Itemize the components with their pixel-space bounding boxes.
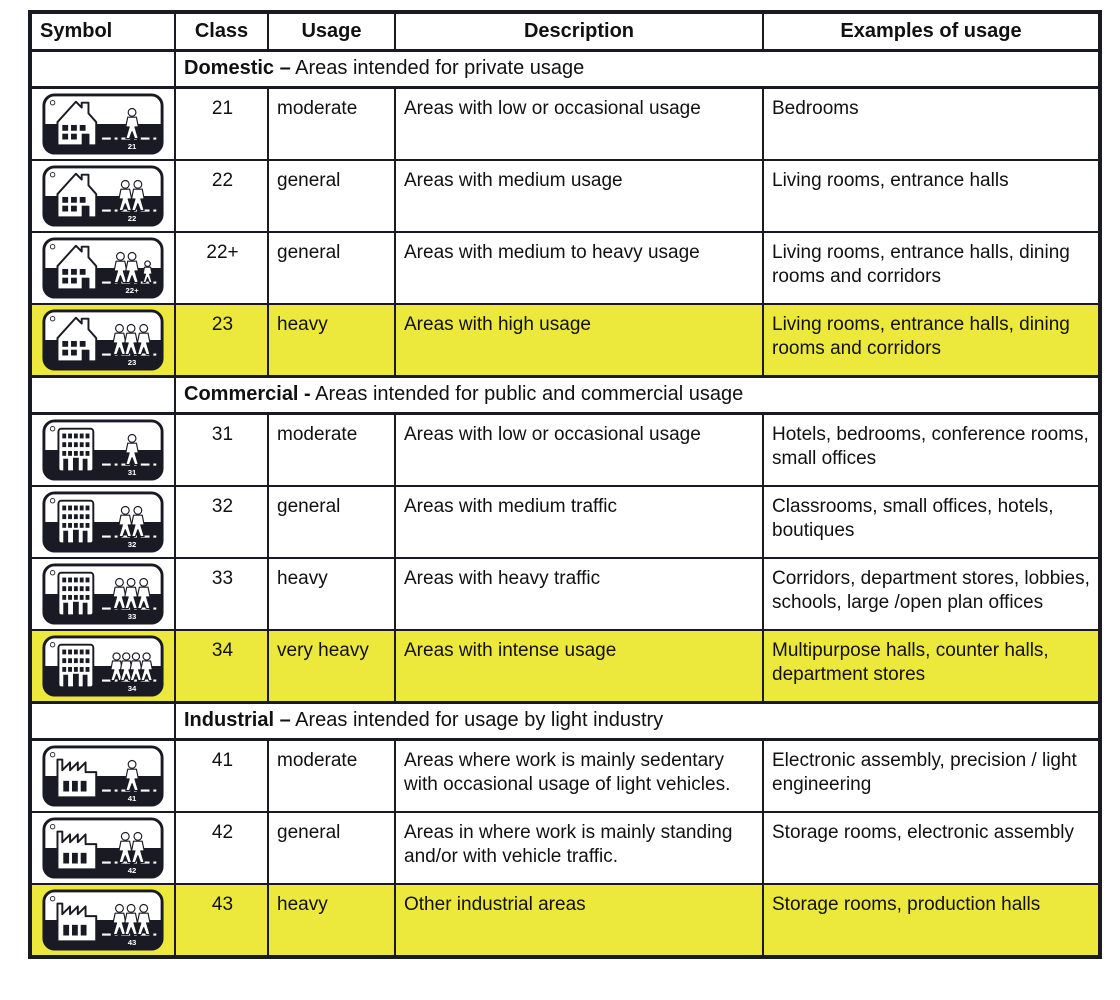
- svg-text:41: 41: [127, 793, 137, 803]
- usage-value: heavy: [268, 884, 395, 957]
- usage-value: very heavy: [268, 630, 395, 703]
- section-row: [30, 376, 1100, 413]
- examples-value: Multipurpose halls, counter halls, department stores: [763, 630, 1100, 703]
- description-value: Areas with heavy traffic: [395, 558, 763, 630]
- header-examples: Examples of usage: [763, 12, 1100, 50]
- description-value: Areas with low or occasional usage: [395, 87, 763, 160]
- symbol-cell: [30, 232, 175, 304]
- examples-value: Corridors, department stores, lobbies, schools, large /open plan offices: [763, 558, 1100, 630]
- office-building-icon: [41, 635, 165, 697]
- section-subtitle: Areas intended for public and commercial usage: [315, 383, 744, 405]
- class-34-row: [30, 630, 1100, 703]
- symbol-cell: [30, 739, 175, 812]
- usage-value: general: [268, 812, 395, 884]
- symbol-cell: [30, 630, 175, 703]
- class-43-row: [30, 884, 1100, 957]
- usage-value: general: [268, 486, 395, 558]
- examples-value: Living rooms, entrance halls, dining rooms and corridors: [763, 232, 1100, 304]
- svg-text:42: 42: [127, 865, 137, 875]
- section-subtitle: Areas intended for usage by light industry: [295, 709, 664, 731]
- svg-text:43: 43: [127, 937, 137, 947]
- class-value: 21: [175, 87, 268, 160]
- section-symbol-cell: [30, 376, 175, 413]
- usage-value: moderate: [268, 87, 395, 160]
- svg-text:32: 32: [127, 539, 137, 549]
- symbol-cell: [30, 304, 175, 377]
- class-33-row: [30, 558, 1100, 630]
- class-21-row: [30, 87, 1100, 160]
- description-value: Areas with low or occasional usage: [395, 413, 763, 486]
- factory-icon: [41, 817, 165, 879]
- factory-icon: [41, 745, 165, 807]
- class-value: 32: [175, 486, 268, 558]
- house-icon: [41, 93, 165, 155]
- class-value: 42: [175, 812, 268, 884]
- section-symbol-cell: [30, 50, 175, 87]
- usage-class-table: [28, 10, 1102, 959]
- class-value: 31: [175, 413, 268, 486]
- usage-value: heavy: [268, 558, 395, 630]
- description-value: Areas with medium traffic: [395, 486, 763, 558]
- description-value: Other industrial areas: [395, 884, 763, 957]
- examples-value: Living rooms, entrance halls: [763, 160, 1100, 232]
- symbol-cell: [30, 160, 175, 232]
- usage-value: moderate: [268, 739, 395, 812]
- description-value: Areas with medium to heavy usage: [395, 232, 763, 304]
- section-name: Industrial –: [184, 709, 291, 731]
- section-subtitle: Areas intended for private usage: [295, 57, 585, 79]
- header-symbol: Symbol: [30, 12, 175, 50]
- symbol-cell: [30, 884, 175, 957]
- examples-value: Hotels, bedrooms, conference rooms, small offices: [763, 413, 1100, 486]
- header-class: Class: [175, 12, 268, 50]
- house-icon: [41, 165, 165, 227]
- section-name: Commercial -: [184, 383, 311, 405]
- house-icon: [41, 309, 165, 371]
- symbol-cell: [30, 87, 175, 160]
- office-building-icon: [41, 563, 165, 625]
- section-row: [30, 50, 1100, 87]
- table-body: [30, 50, 1100, 957]
- symbol-cell: [30, 413, 175, 486]
- class-value: 43: [175, 884, 268, 957]
- examples-value: Bedrooms: [763, 87, 1100, 160]
- class-value: 41: [175, 739, 268, 812]
- class-value: 23: [175, 304, 268, 377]
- symbol-cell: [30, 558, 175, 630]
- examples-value: Storage rooms, production halls: [763, 884, 1100, 957]
- factory-icon: [41, 889, 165, 951]
- class-32-row: [30, 486, 1100, 558]
- class-value: 33: [175, 558, 268, 630]
- class-value: 34: [175, 630, 268, 703]
- description-value: Areas in where work is mainly standing and/or with vehicle traffic.: [395, 812, 763, 884]
- class-23-row: [30, 304, 1100, 377]
- svg-text:21: 21: [127, 141, 137, 151]
- office-building-icon: [41, 419, 165, 481]
- examples-value: Electronic assembly, precision / light engineering: [763, 739, 1100, 812]
- class-22-row: [30, 160, 1100, 232]
- header-usage: Usage: [268, 12, 395, 50]
- symbol-cell: [30, 812, 175, 884]
- header-description: Description: [395, 12, 763, 50]
- usage-value: general: [268, 160, 395, 232]
- usage-value: moderate: [268, 413, 395, 486]
- description-value: Areas with intense usage: [395, 630, 763, 703]
- section-name: Domestic –: [184, 57, 291, 79]
- examples-value: Living rooms, entrance halls, dining rooms and corridors: [763, 304, 1100, 377]
- description-value: Areas where work is mainly sedentary with occasional usage of light vehicles.: [395, 739, 763, 812]
- house-icon: [41, 237, 165, 299]
- svg-text:23: 23: [127, 357, 137, 367]
- description-value: Areas with medium usage: [395, 160, 763, 232]
- usage-value: general: [268, 232, 395, 304]
- svg-text:22+: 22+: [125, 285, 139, 295]
- class-42-row: [30, 812, 1100, 884]
- section-title: [175, 50, 1100, 87]
- svg-text:22: 22: [127, 213, 137, 223]
- section-symbol-cell: [30, 702, 175, 739]
- class-41-row: [30, 739, 1100, 812]
- examples-value: Classrooms, small offices, hotels, boutiques: [763, 486, 1100, 558]
- description-value: Areas with high usage: [395, 304, 763, 377]
- header-row: [30, 12, 1100, 50]
- section-row: [30, 702, 1100, 739]
- usage-value: heavy: [268, 304, 395, 377]
- svg-text:31: 31: [127, 467, 137, 477]
- examples-value: Storage rooms, electronic assembly: [763, 812, 1100, 884]
- svg-text:34: 34: [127, 683, 137, 693]
- symbol-cell: [30, 486, 175, 558]
- class-value: 22: [175, 160, 268, 232]
- office-building-icon: [41, 491, 165, 553]
- class-value: 22+: [175, 232, 268, 304]
- section-title: [175, 376, 1100, 413]
- class-22+-row: [30, 232, 1100, 304]
- svg-text:33: 33: [127, 611, 137, 621]
- class-31-row: [30, 413, 1100, 486]
- section-title: [175, 702, 1100, 739]
